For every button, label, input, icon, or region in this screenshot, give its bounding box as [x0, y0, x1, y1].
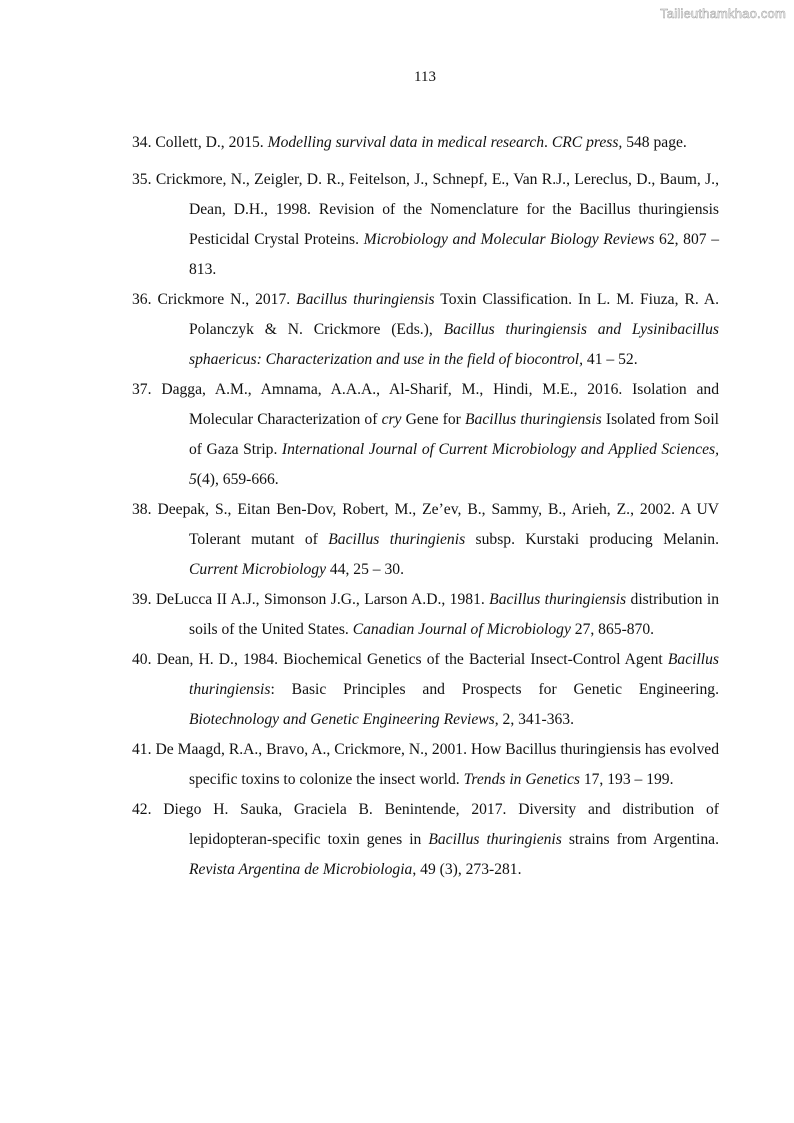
reference-text: 44, 25 – 30.	[326, 561, 404, 578]
reference-title-italic: International Journal of Current Microbiology and Applied Sciences, 5	[189, 441, 719, 488]
watermark-text: Tailieuthamkhao.com	[660, 6, 786, 21]
reference-entry	[132, 645, 719, 735]
reference-entry	[132, 735, 719, 795]
reference-title-italic: Bacillus thuringienis	[328, 531, 466, 548]
reference-title-italic: Bacillus thuringiensis and Lysinibacillus sphaericus: Characterization and use in the field of biocontrol,	[189, 321, 719, 368]
reference-text: 548 page.	[622, 134, 687, 151]
reference-title-italic: Biotechnology and Genetic Engineering Reviews	[189, 711, 495, 728]
reference-entry	[132, 131, 719, 155]
reference-text: (4), 659-666.	[196, 471, 279, 488]
reference-number: 37.	[132, 381, 152, 398]
reference-text: , 49 (3), 273-281.	[412, 861, 522, 878]
reference-text: Deepak, S., Eitan Ben-Dov, Robert, M., Ze’ev, B., Sammy, B., Arieh, Z., 2002. A UV Tolerant mutant of	[157, 501, 719, 548]
reference-number: 40.	[132, 651, 152, 668]
reference-title-italic: Bacillus thuringiensis	[489, 591, 627, 608]
reference-text: De Maagd, R.A., Bravo, A., Crickmore, N., 2001. How Bacillus thuringiensis has evolved specific toxins to colonize the insect world.	[155, 741, 720, 788]
reference-text: Diego H. Sauka, Graciela B. Benintende, 2017. Diversity and distribution of lepidopteran-specific toxin genes in	[163, 801, 720, 848]
reference-number: 34.	[132, 134, 152, 151]
reference-number: 42.	[132, 801, 152, 818]
reference-entry	[132, 165, 719, 285]
reference-list	[132, 131, 719, 885]
reference-text: Crickmore, N., Zeigler, D. R., Feitelson, J., Schnepf, E., Van R.J., Lereclus, D., Baum, J., Dean, D.H., 1998. Revision of the Nomenclature for the Bacillus thuringiensis Pesticidal Crystal Proteins.	[155, 171, 719, 248]
reference-entry	[132, 375, 719, 495]
reference-text: Dean, H. D., 1984. Biochemical Genetics of the Bacterial Insect-Control Agent	[156, 651, 668, 668]
reference-text: 27, 865-870.	[570, 621, 655, 638]
reference-text: Dagga, A.M., Amnama, A.A.A., Al-Sharif, M., Hindi, M.E., 2016. Isolation and Molecular Characterization of	[161, 381, 720, 428]
reference-title-italic: Microbiology and Molecular Biology Reviews	[363, 231, 655, 248]
reference-number: 41.	[132, 741, 152, 758]
reference-title-italic: Bacillus thuringiensis	[465, 411, 602, 428]
reference-entry	[132, 285, 719, 375]
reference-number: 36.	[132, 291, 152, 308]
reference-number: 38.	[132, 501, 152, 518]
reference-text: Collett, D., 2015.	[155, 134, 268, 151]
reference-text: , 2, 341-363.	[494, 711, 574, 728]
reference-text: subsp. Kurstaki producing Melanin.	[465, 531, 719, 548]
reference-title-italic: CRC press,	[551, 134, 623, 151]
reference-title-italic: Canadian Journal of Microbiology	[352, 621, 571, 638]
reference-text: Isolated from Soil of Gaza Strip.	[189, 411, 719, 458]
page-number: 113	[414, 69, 436, 85]
reference-entry	[132, 795, 719, 885]
reference-title-italic: Bacillus thuringiensis	[296, 291, 435, 308]
reference-number: 35.	[132, 171, 152, 188]
reference-text: Toxin Classification. In L. M. Fiuza, R. A. Polanczyk & N. Crickmore (Eds.),	[189, 291, 719, 338]
reference-text: 62, 807 – 813.	[189, 231, 719, 278]
reference-title-italic: Revista Argentina de Microbiologia	[189, 861, 413, 878]
reference-title-italic: Bacillus thuringiensis	[189, 651, 719, 698]
reference-text: Crickmore N., 2017.	[157, 291, 297, 308]
reference-title-italic: Bacillus thuringienis	[428, 831, 562, 848]
reference-title-italic: Current Microbiology	[189, 561, 327, 578]
reference-text: Gene for	[401, 411, 466, 428]
reference-text: distribution in soils of the United States.	[189, 591, 719, 638]
reference-entry	[132, 495, 719, 585]
reference-text: .	[544, 134, 552, 151]
reference-text: 17, 193 – 199.	[579, 771, 674, 788]
reference-text: DeLucca II A.J., Simonson J.G., Larson A.D., 1981.	[155, 591, 490, 608]
reference-text: 41 – 52.	[583, 351, 638, 368]
reference-number: 39.	[132, 591, 152, 608]
reference-text: strains from Argentina.	[561, 831, 719, 848]
reference-title-italic: cry	[381, 411, 402, 428]
reference-entry	[132, 585, 719, 645]
reference-title-italic: Trends in Genetics	[463, 771, 580, 788]
reference-text: : Basic Principles and Prospects for Genetic Engineering.	[270, 681, 719, 698]
reference-title-italic: Modelling survival data in medical research	[267, 134, 545, 151]
